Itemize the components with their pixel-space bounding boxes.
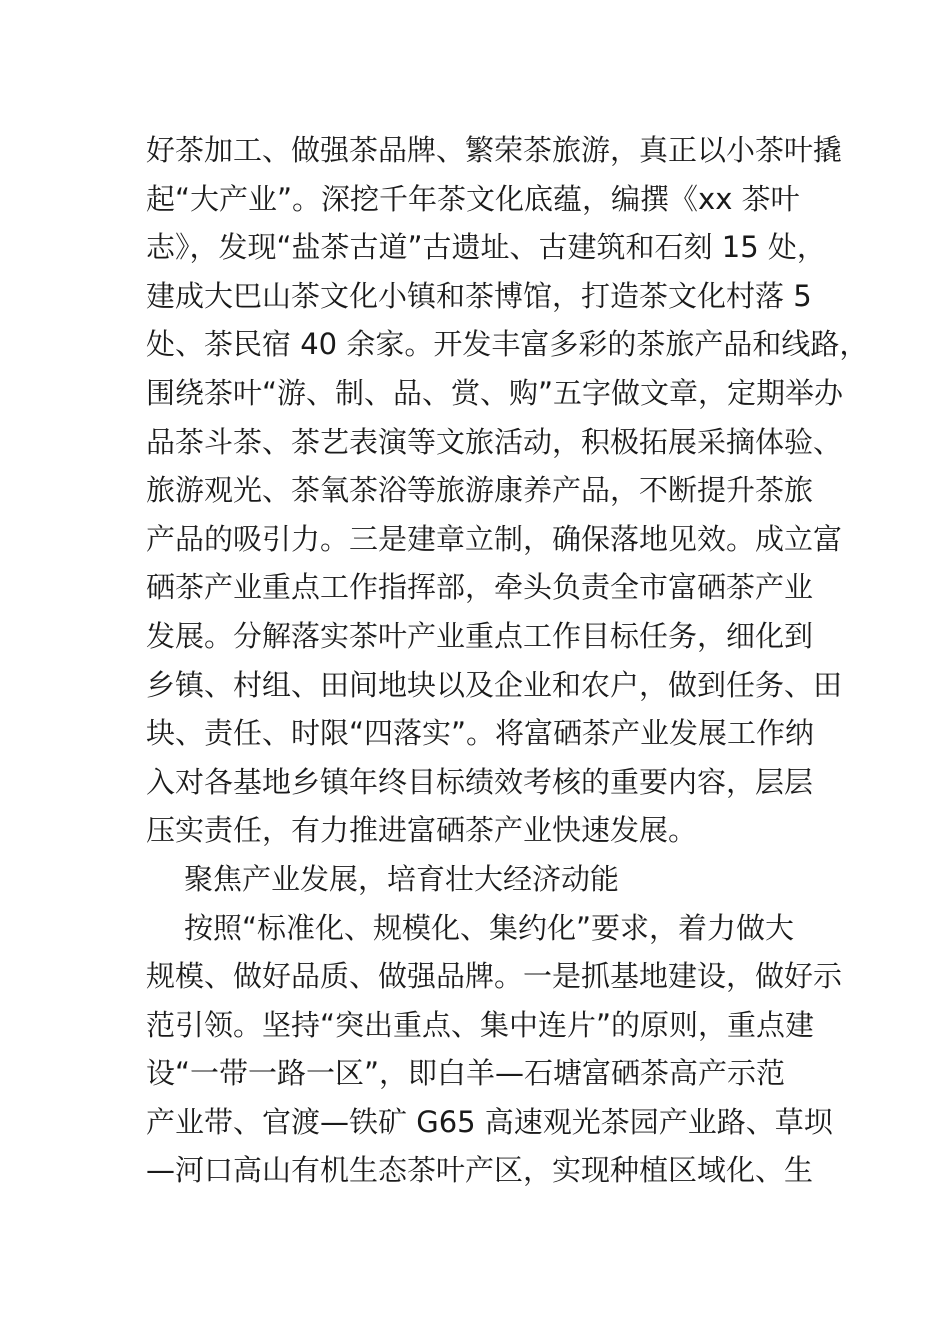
text-line: 范引领。坚持“突出重点、集中连片”的原则，重点建 [146,1007,815,1042]
body-text [146,126,869,1195]
text-line: 品茶斗茶、茶艺表演等文旅活动，积极拓展采摘体验、 [146,424,843,459]
text-line: 处、茶民宿 40 余家。开发丰富多彩的茶旅产品和线路， [146,327,869,362]
text-line: 建成大巴山茶文化小镇和茶博馆，打造茶文化村落 5 [146,278,812,313]
text-line: 入对各基地乡镇年终目标绩效考核的重要内容，层层 [146,764,814,799]
text-line: —河口高山有机生态茶叶产区，实现种植区域化、生 [146,1153,814,1188]
paragraph-start: 按照“标准化、规模化、集约化”要求，着力做大 [184,910,795,945]
text-line: 乡镇、村组、田间地块以及企业和农户，做到任务、田 [146,667,843,702]
section-heading: 聚焦产业发展，培育壮大经济动能 [184,861,620,896]
text-line: 发展。分解落实茶叶产业重点工作目标任务，细化到 [146,618,814,653]
text-line: 围绕茶叶“游、制、品、赏、购”五字做文章，定期举办 [146,375,844,410]
text-line: 起“大产业”。深挖千年茶文化底蕴，编撰《xx 茶叶 [146,181,800,216]
text-line: 产品的吸引力。三是建章立制，确保落地见效。成立富 [146,521,843,556]
text-line: 块、责任、时限“四落实”。将富硒茶产业发展工作纳 [146,716,815,751]
text-line: 规模、做好品质、做强品牌。一是抓基地建设，做好示 [146,959,843,994]
text-line: 硒茶产业重点工作指挥部，牵头负责全市富硒茶产业 [146,570,814,605]
text-line: 压实责任，有力推进富硒茶产业快速发展。 [146,813,698,848]
text-line: 好茶加工、做强茶品牌、繁荣茶旅游，真正以小茶叶撬 [146,133,843,167]
text-line: 设“一带一路一区”，即白羊—石塘富硒茶高产示范 [146,1056,786,1091]
text-line: 志》，发现“盐茶古道”古遗址、古建筑和石刻 15 处， [146,230,826,265]
text-line: 旅游观光、茶氧茶浴等旅游康养产品，不断提升茶旅 [146,473,814,508]
text-line: 产业带、官渡—铁矿 G65 高速观光茶园产业路、草坝 [146,1104,833,1139]
